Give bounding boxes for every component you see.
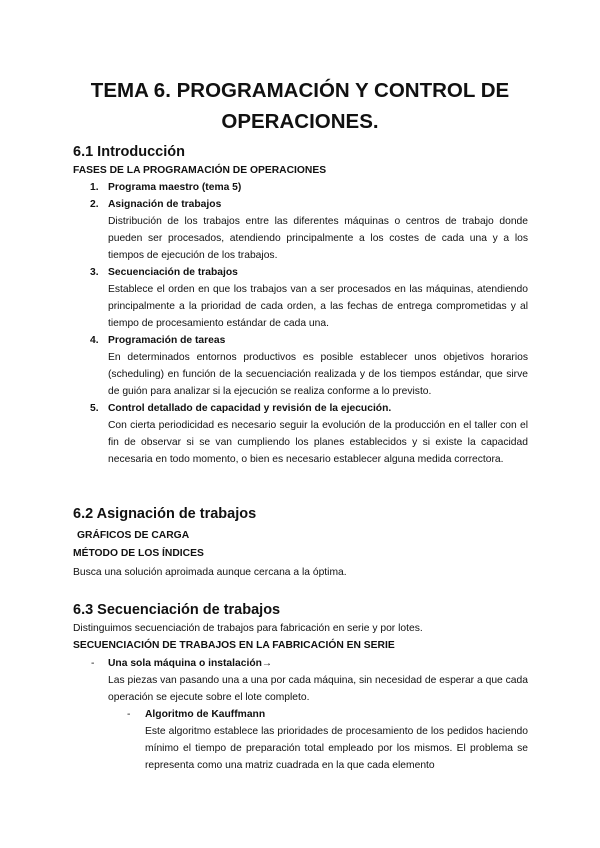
sub-bullet-title: Algoritmo de Kauffmann [145,709,266,720]
subheading-serie: SECUENCIACIÓN DE TRABAJOS EN LA FABRICACIÓN EN SERIE [73,640,395,651]
list-item-body: En determinados entornos productivos es posible establecer unos objetivos horarios (scheduling) en función de la secuenciación realizada y de los tiempos estándar, que sirve de guión para analizar si la ejecución se realiza conforme a lo previsto. [108,352,528,398]
list-item-body: Con cierta periodicidad es necesario seguir la evolución de la producción en el taller con el fin de observar si se van cumpliendo los planes establecidos y si existe la capacidad necesaria en todo momento, o bien es necesario establecer alguna medida correctora. [108,420,528,466]
list-number: 4. [90,335,99,346]
paragraph-indices: Busca una solución aproimada aunque cercana a la óptima. [73,567,347,578]
list-item-title: Secuenciación de trabajos [108,267,238,278]
bullet-dash: - [91,658,95,669]
list-item-title: Control detallado de capacidad y revisión de la ejecución. [108,403,392,414]
bullet-title: Una sola máquina o instalación→ [108,658,273,669]
list-item-body: Establece el orden en que los trabajos van a ser procesados en las máquinas, atendiendo principalmente a la prioridad de cada orden, a las fechas de entrega comprometidas y al tiempo de procesamiento estándar de cada una. [108,284,528,330]
subheading-fases: FASES DE LA PROGRAMACIÓN DE OPERACIONES [73,165,327,176]
list-item-title: Asignación de trabajos [108,199,222,210]
subheading-graficos: GRÁFICOS DE CARGA [77,530,190,541]
sub-bullet-body: Este algoritmo establece las prioridades de procesamiento de los pedidos haciendo mínimo el tiempo de preparación total empleado por los mismos. El problema se representa como una matriz cuadrada en la que cada elemento [145,726,528,772]
sub-bullet-dash: - [127,709,131,720]
list-number: 3. [90,267,99,278]
paragraph-intro: Distinguimos secuenciación de trabajos para fabricación en serie y por lotes. [73,623,423,634]
section-heading-6-2: 6.2 Asignación de trabajos [73,506,257,522]
list-number: 2. [90,199,99,210]
list-item-title: Programación de tareas [108,335,226,346]
list-item-title: Programa maestro (tema 5) [108,182,242,193]
section-heading-6-1: 6.1 Introducción [73,144,185,160]
document-title: TEMA 6. PROGRAMACIÓN Y CONTROL DE OPERACIONES. [90,79,510,133]
list-item-body: Distribución de los trabajos entre las diferentes máquinas o centros de trabajo donde pueden ser procesados, atendiendo principalmente a los costes de cada una y a los tiempos de ejecución de los trabajos. [108,216,528,262]
subheading-indices: MÉTODO DE LOS ÍNDICES [73,548,204,559]
list-number: 5. [90,403,99,414]
list-number: 1. [90,182,99,193]
section-heading-6-3: 6.3 Secuenciación de trabajos [73,602,281,618]
bullet-body: Las piezas van pasando una a una por cada máquina, sin necesidad de esperar a que cada operación se ejecute sobre el lote completo. [108,675,528,704]
